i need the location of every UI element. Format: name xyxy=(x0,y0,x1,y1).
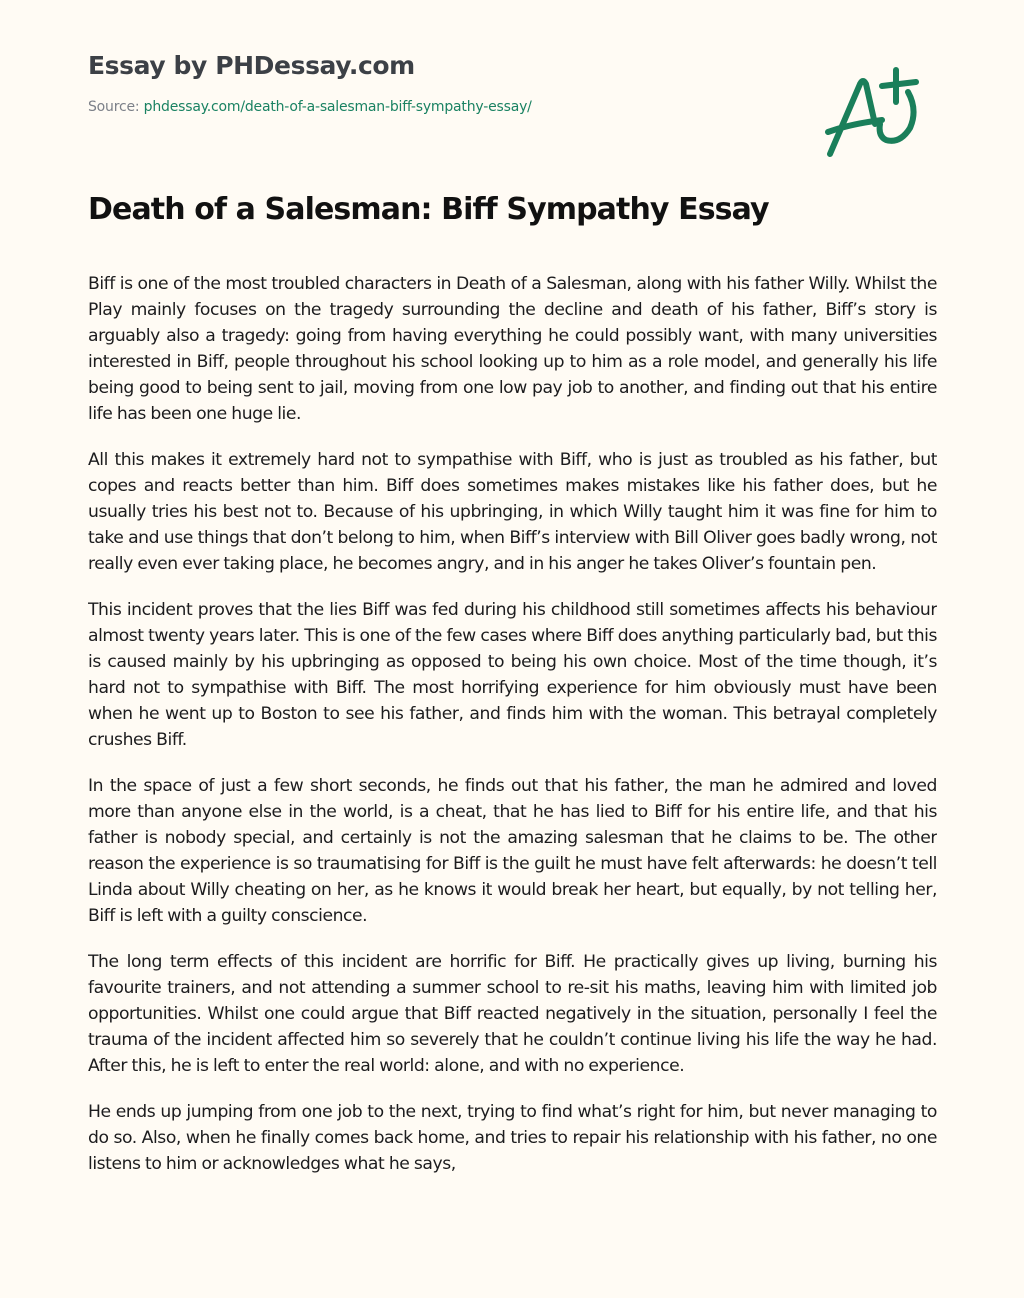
site-title: Essay by PHDessay.com xyxy=(88,51,415,80)
a-plus-grade-icon xyxy=(820,62,930,162)
source-line xyxy=(88,98,688,116)
paragraph: Biff is one of the most troubled characters in Death of a Salesman, along with his father Willy. Whilst the Play mainly focuses on the tragedy surrounding the decline and death of his father, Biff’s story is arguably also a tragedy: going from having everything he could possibly want, with many universities interested in Biff, people throughout his school looking up to him as a role model, and generally his life being good to being sent to jail, moving from one low pay job to another, and finding out that his entire life has been one huge lie. xyxy=(88,274,937,424)
paragraph: In the space of just a few short seconds, he finds out that his father, the man he admired and loved more than anyone else in the world, is a cheat, that he has lied to Biff for his entire life, and that his father is nobody special, and certainly is not the amazing salesman that he claims to be. The other reason the experience is so traumatising for Biff is the guilt he must have felt afterwards: he doesn’t tell Linda about Willy cheating on her, as he knows it would break her heart, but equally, by not telling her, Biff is left with a guilty conscience. xyxy=(88,776,937,926)
paragraph: He ends up jumping from one job to the next, trying to find what’s right for him, but never managing to do so. Also, when he finally comes back home, and tries to repair his relationship with his father, no one listens to him or acknowledges what he says, xyxy=(88,1102,937,1174)
paragraph: All this makes it extremely hard not to sympathise with Biff, who is just as troubled as his father, but copes and reacts better than him. Biff does sometimes makes mistakes like his father does, but he usually tries his best not to. Because of his upbringing, in which Willy taught him it was fine for him to take and use things that don’t belong to him, when Biff’s interview with Bill Oliver goes badly wrong, not really even ever taking place, he becomes angry, and in his anger he takes Oliver’s fountain pen. xyxy=(88,450,937,574)
source-link[interactable]: phdessay.com/death-of-a-salesman-biff-sympathy-essay/ xyxy=(143,99,532,115)
source-label: Source: xyxy=(88,99,140,115)
article-body xyxy=(88,271,937,1252)
page-header xyxy=(88,50,688,116)
paragraph: This incident proves that the lies Biff was fed during his childhood still sometimes affects his behaviour almost twenty years later. This is one of the few cases where Biff does anything particularly bad, but this is caused mainly by his upbringing as opposed to being his own choice. Most of the time though, it’s hard not to sympathise with Biff. The most horrifying experience for him obviously must have been when he went up to Boston to see his father, and finds him with the woman. This betrayal completely crushes Biff. xyxy=(88,600,937,750)
paragraph: The long term effects of this incident are horrific for Biff. He practically gives up living, burning his favourite trainers, and not attending a summer school to re-sit his maths, leaving him with limited job opportunities. Whilst one could argue that Biff reacted negatively in the situation, personally I feel the trauma of the incident affected him so severely that he couldn’t continue living his life the way he had. After this, he is left to enter the real world: alone, and with no experience. xyxy=(88,952,937,1076)
article-title: Death of a Salesman: Biff Sympathy Essay xyxy=(88,192,769,227)
